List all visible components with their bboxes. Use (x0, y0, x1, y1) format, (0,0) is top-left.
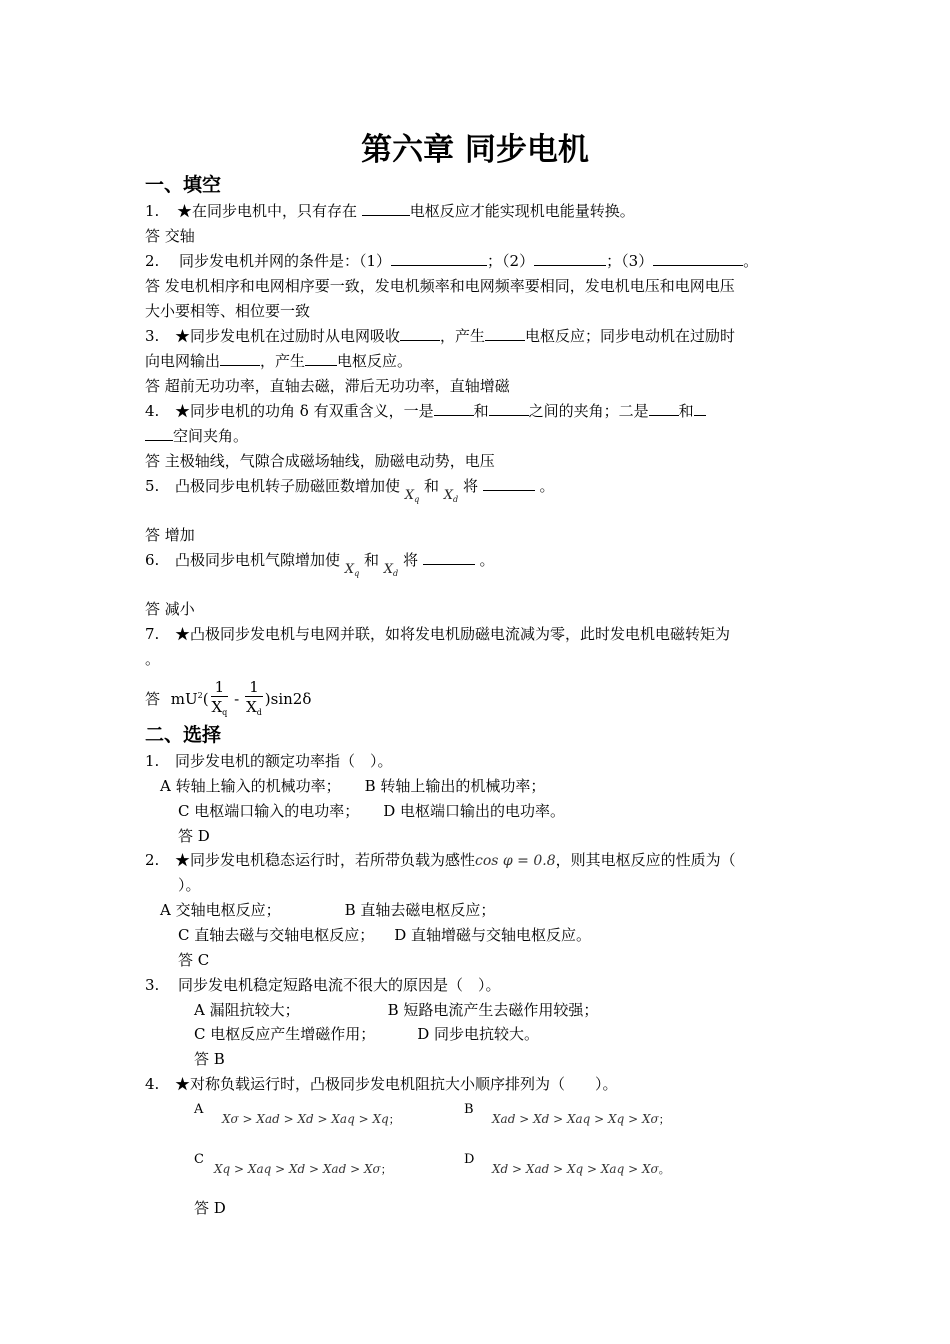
fill-question-6: 6. 凸极同步电机气隙增加使 $X_q$ 和 $X_d$ 将 。 (145, 551, 495, 578)
fill-answer-6: 答 减小 (145, 600, 195, 618)
fill-answer-3: 答 超前无功功率，直轴去磁，滞后无功功率，直轴增磁 (145, 377, 510, 395)
fill-answer-7: 答 $mU^2$( $\frac{1}{X_q}$ - $\frac{1}{X_d}$ )sin2δ (145, 676, 311, 720)
answer-blank (694, 401, 706, 416)
answer-blank (305, 351, 337, 366)
choice-answer-3: 答 B (194, 1050, 225, 1068)
answer-blank (220, 351, 260, 366)
section-heading-fill: 一、填空 (145, 174, 222, 196)
choice-question-3: 3. 同步发电机稳定短路电流不很大的原因是（ ）。 (145, 976, 501, 994)
choice-2-options-cd (178, 925, 591, 945)
option-b: B 转轴上输出的机械功率； (364, 777, 546, 795)
choice-4-expr-a: Xσ > Xad > Xd > Xaq > Xq； (222, 1112, 400, 1126)
choice-answer-4: 答 D (194, 1199, 226, 1217)
fill-question-7-line2: 。 (145, 650, 161, 668)
answer-blank (391, 251, 487, 266)
answer-blank (534, 251, 606, 266)
option-c: C 电枢端口输入的电功率； (178, 802, 360, 820)
choice-1-options-cd (178, 801, 565, 821)
choice-1-options-ab (160, 776, 545, 796)
fill-question-5: 5. 凸极同步电机转子励磁匝数增加使 $X_q$ 和 $X_d$ 将 。 (145, 477, 555, 504)
choice-4-option-c: C (194, 1152, 204, 1167)
answer-blank (423, 550, 475, 565)
fraction-1-over-xd: $\frac{1}{X_d}$ (246, 677, 262, 717)
chapter-title: 第六章 同步电机 (361, 132, 589, 168)
option-a: A 交轴电枢反应； (160, 901, 281, 919)
fill-question-3-line2: 向电网输出 ，产生 电枢反应。 (145, 352, 413, 370)
fill-question-1: 1. ★在同步电机中，只有存在 电枢反应才能实现机电能量转换。 (145, 202, 635, 220)
section-heading-choice: 二、选择 (145, 724, 222, 746)
answer-blank (485, 326, 525, 341)
choice-answer-2: 答 C (178, 951, 210, 969)
answer-blank (362, 201, 410, 216)
option-c: C 直轴去磁与交轴电枢反应； (178, 926, 375, 944)
choice-3-options-ab (194, 1000, 598, 1020)
option-b: B 直轴去磁电枢反应； (344, 901, 496, 919)
option-d: D 同步电抗较大。 (417, 1025, 540, 1043)
option-a: A 漏阻抗较大； (194, 1001, 300, 1019)
choice-question-2: 2. ★同步发电机稳态运行时，若所带负载为感性cos φ = 0.8，则其电枢反应的性质为（ (145, 851, 736, 869)
option-a: A 转轴上输入的机械功率； (160, 777, 341, 795)
fill-question-7: 7. ★凸极同步发电机与电网并联，如将发电机励磁电流减为零，此时发电机电磁转矩为 (145, 625, 731, 643)
fill-answer-1: 答 交轴 (145, 227, 195, 245)
choice-4-option-d: D (464, 1152, 475, 1167)
option-b: B 短路电流产生去磁作用较强； (387, 1001, 599, 1019)
fill-question-4-line2: 空间夹角。 (145, 426, 248, 446)
choice-4-expr-c: Xq > Xaq > Xd > Xad > Xσ； (214, 1162, 392, 1176)
fill-answer-2-line1: 答 发电机相序和电网相序要一致，发电机频率和电网频率要相同，发电机电压和电网电压 (145, 277, 735, 295)
choice-3-options-cd (194, 1024, 539, 1044)
answer-blank (483, 476, 535, 491)
fill-question-3: 3. ★同步发电机在过励时从电网吸收 ，产生 电枢反应；同步电动机在过励时 (145, 327, 736, 345)
fill-question-2: 2. 同步发电机并网的条件是：（1） ；（2） ；（3） 。 (145, 252, 759, 270)
answer-blank (653, 251, 743, 266)
option-d: D 直轴增磁与交轴电枢反应。 (394, 926, 592, 944)
choice-4-option-b: B (464, 1102, 474, 1117)
option-c: C 电枢反应产生增磁作用； (194, 1025, 376, 1043)
answer-blank (400, 326, 440, 341)
answer-blank (649, 401, 679, 416)
choice-question-1: 1. 同步发电机的额定功率指（ ）。 (145, 752, 393, 770)
answer-blank (489, 401, 529, 416)
choice-question-2-line2: ）。 (178, 876, 201, 894)
choice-answer-1: 答 D (178, 827, 210, 845)
choice-4-expr-b: Xad > Xd > Xaq > Xq > Xσ； (492, 1112, 670, 1126)
choice-question-4: 4. ★对称负载运行时，凸极同步发电机阻抗大小顺序排列为（ ）。 (145, 1075, 618, 1093)
fill-answer-4: 答 主极轴线，气隙合成磁场轴线，励磁电动势，电压 (145, 452, 495, 470)
choice-4-expr-d: Xd > Xad > Xq > Xaq > Xσ。 (492, 1162, 670, 1176)
fill-answer-2-line2: 大小要相等、相位要一致 (145, 302, 311, 320)
answer-blank (434, 401, 474, 416)
choice-2-options-ab (160, 900, 495, 920)
fraction-1-over-xq: $\frac{1}{X_q}$ (211, 677, 228, 717)
answer-blank (145, 426, 173, 441)
option-d: D 电枢端口输出的电功率。 (383, 802, 566, 820)
choice-4-option-a: A (194, 1102, 204, 1117)
fill-question-4: 4. ★同步电机的功角 δ 有双重含义，一是 和 之间的夹角；二是 和 (145, 401, 706, 421)
fill-answer-5: 答 增加 (145, 526, 195, 544)
